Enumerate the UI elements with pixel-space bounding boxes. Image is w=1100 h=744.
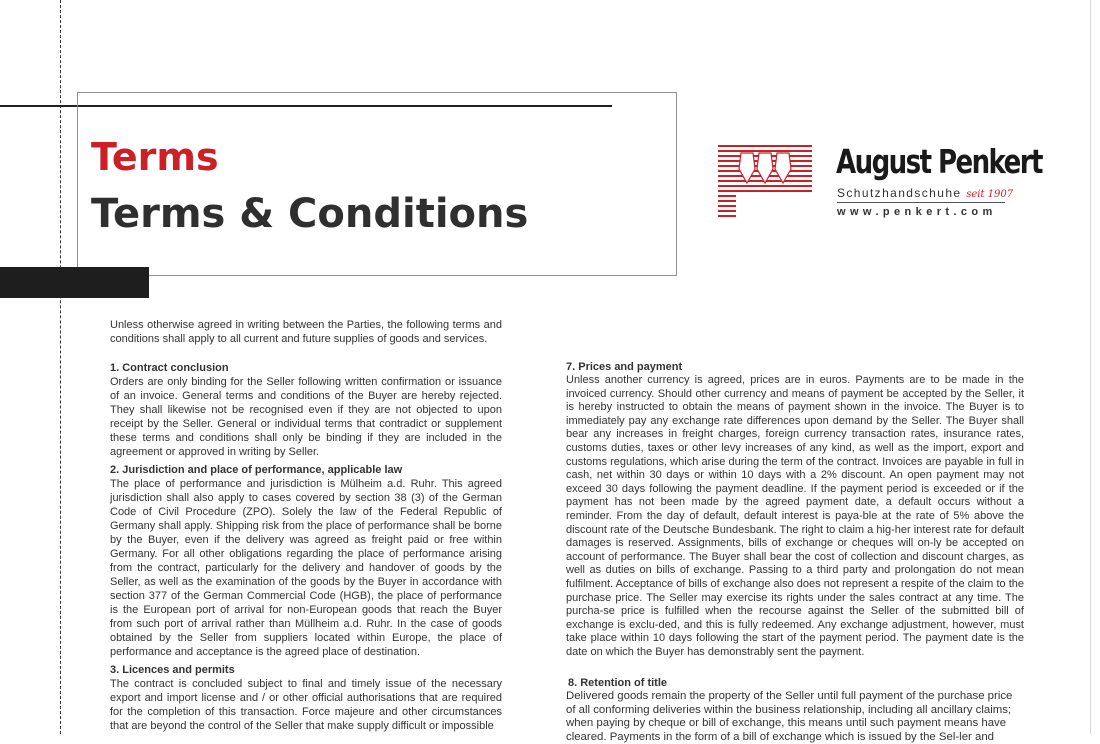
- brand-url: www.penkert.com: [837, 206, 997, 218]
- dashed-guide-line: [60, 0, 61, 734]
- section-body: The contract is concluded subject to final and timely issue of the necessary export and import license and / or other official authorisations that are required for the completion of this transaction. Force majeure and other circumstances that are beyond the control of the Seller that make supply difficult or impossible: [110, 678, 502, 732]
- left-column: [110, 318, 502, 733]
- brand-since: seit 1907: [966, 189, 1014, 200]
- page-edge: [1090, 0, 1091, 734]
- brand-tagline: [837, 186, 1013, 200]
- black-accent-bar: [0, 267, 149, 298]
- section-heading: 8. Retention of title: [568, 677, 667, 690]
- intro-paragraph: Unless otherwise agreed in writing between the Parties, the following terms and conditions shall apply to all current and future supplies of goods and services.: [110, 319, 502, 345]
- page-title: Terms & Conditions: [91, 191, 529, 237]
- section-body: Unless another currency is agreed, prices are in euros. Payments are to be made in the invoiced currency. Should other currency and means of payment be accepted by the Seller, it is hereby instructed to obtain the means of payment shown in the invoice. The Buyer is to immediately pay any exchange rate differences upon demand by the Seller. The Buyer shall bear any increases in freight charges, foreign currency transaction rates, insurance rates, customs duties, taxes or other levy increases of any kind, as well as the import, export and customs regulations, which arise during the term of the contract. Invoices are payable in full in cash, net within 30 days or within 10 days with a 2% discount. An open payment may not exceed 30 days following the payment deadline. If the payment period is exceeded or if the payment has not been made by the agreed payment date, a default occurs without a reminder. From the day of default, default interest is paya-ble at the rate of 5% above the discount rate of the Deutsche Bundesbank. The right to claim a hig-her interest rate for default damages is reserved. Assignments, bills of exchange or cheques will on-ly be accepted on account of performance. The Buyer shall bear the cost of collection and discount charges, as well as duties on bills of exchange. Passing to a third party and prolongation do not mean fulfilment. Acceptance of bills of exchange also does not represent a respite of the claim to the purchase price. The Seller may exercise its rights under the sales contract at any time. The purcha-se price is fulfilled when the recourse against the Seller of the submitted bill of exchange is exclu-ded, and this is fully redeemed. Any exchange adjustment, however, must take place within 10 days following the start of the payment period. The payment date is the date on which the Buyer has demonstrably sent the payment.: [566, 374, 1025, 658]
- right-column: [566, 360, 1024, 744]
- section-heading: 3. Licences and permits: [110, 664, 235, 676]
- penkert-logo-icon: [718, 145, 812, 219]
- section-heading: 2. Jurisdiction and place of performance, applicable law: [110, 464, 403, 476]
- brand-name: August Penkert: [836, 142, 1042, 181]
- header-frame: [77, 92, 677, 276]
- brand-tagline-text: Schutzhandschuhe: [837, 186, 962, 200]
- section-title: Terms: [91, 135, 219, 179]
- section-body: Delivered goods remain the property of the Seller until full payment of the purchase price of all conforming deliveries within the business relationship, including all ancillary claims; when paying by cheque or bill of exchange, this means until such payment means have cleared. Payments in the form of a bill of exchange which is issued by the Sel-ler and: [566, 690, 1013, 743]
- section-heading: 1. Contract conclusion: [110, 362, 229, 374]
- section-body: Orders are only binding for the Seller following written confirmation or issuance of an invoice. General terms and conditions of the Buyer are hereby rejected. They shall likewise not be recognised even if they are not objected to upon receipt by the Seller. General or individual terms that contradict or supplement these terms and conditions shall only be binding if they are included in the agreement or approved in writing by Seller.: [110, 376, 503, 458]
- section-body: The place of performance and jurisdiction is Mülheim a.d. Ruhr. This agreed jurisdiction shall also apply to cases covered by section 38 (3) of the German Code of Civil Procedure (ZPO). Solely the law of the Federal Republic of Germany shall apply. Shipping risk from the place of performance shall be borne by the Buyer, even if the delivery was agreed as freight paid or free within Germany. For all other obligations regarding the place of performance arising from the contract, particularly for the delivery and handover of goods by the Seller, as well as the examination of the goods by the Buyer in accordance with section 377 of the German Commercial Code (HGB), the place of performance is the European port of arrival for non-European goods that reach the Buyer from such port of arrival rather than Müllheim a.d. Ruhr. In the case of goods obtained by the Seller from suppliers located within Europe, the place of performance and acceptance is the agreed place of destination.: [110, 478, 502, 658]
- section-heading: 7. Prices and payment: [566, 361, 683, 373]
- brand-divider: [837, 202, 1005, 203]
- company-logo: [718, 140, 1042, 225]
